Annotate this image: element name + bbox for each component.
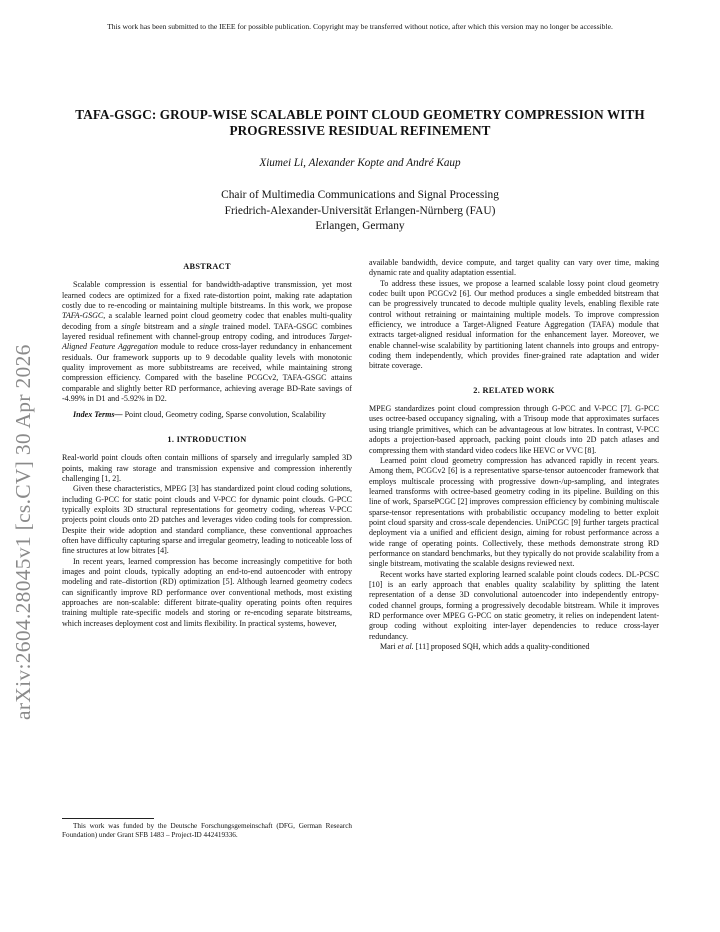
intro-paragraph: Given these characteristics, MPEG [3] has standardized point cloud coding solutions, including G-PCC for static point clouds and V-PCC for dynamic point clouds. G-PCC typically exploits 3D structural representations for geometry coding, whereas V-PCC projects point clouds onto 2D patches and leverages video coding tools for compression. Despite their wide adoption and standard compliance, these conventional approaches often have difficulty capturing sparse and irregular geometry, leading to noticeable loss of fine structures at low bitrates [4]. <box>62 484 352 556</box>
introduction-heading: 1. INTRODUCTION <box>167 434 247 444</box>
related-paragraph: Recent works have started exploring learned scalable point clouds codecs. DL-PCSC [10] is an early approach that enables quality scalability by splitting the latent representation of a dense 3D convolutional autoencoder into independently entropy-coded channel groups, forming a progressively decodable bitstream. While it improves RD performance over MPEG G-PCC on static geometry, it relies on independent latent-group coding without exploiting inter-layer dependencies to reduce cross-layer redundancy. <box>369 569 659 641</box>
intro-paragraph: Real-world point clouds often contain millions of sparsely and irregularly sampled 3D points, making raw storage and transmission expensive and compression inherently challenging [1, 2]. <box>62 453 352 483</box>
index-terms: Index Terms— Point cloud, Geometry coding, Sparse convolution, Scalability <box>73 410 326 420</box>
related-work-heading: 2. RELATED WORK <box>473 385 555 395</box>
index-terms-label: Index Terms— <box>73 410 123 420</box>
intro-paragraph: To address these issues, we propose a learned scalable lossy point cloud geometry codec built upon PCGCv2 [6]. Our method produces a single embedded bitstream that can be progressively truncated to decode multiple quality levels, enabling flexible rate control without retraining or maintaining multiple models. To improve compression efficiency, we introduce a Target-Aligned Feature Aggregation (TAFA) module that extracts target-aligned residual information for the enhancement layer. Moreover, we enable channel-wise scalability by partitioning latent channels into groups and entropy-coding them independently, which provides finer-grained rate adaptation and wider bitrate coverage. <box>369 278 659 371</box>
affiliation-line: Erlangen, Germany <box>315 220 405 232</box>
paper-title: TAFA-GSGC: GROUP-WISE SCALABLE POINT CLOUD GEOMETRY COMPRESSION WITH PROGRESSIVE RESIDUAL REFINEMENT <box>75 107 645 138</box>
related-paragraph: Mari et al. [11] proposed SQH, which adds a quality-conditioned <box>380 642 590 652</box>
footnote-text: This work was funded by the Deutsche Forschungsgemeinschaft (DFG, German Research Foundation) under Grant SFB 1483 – Project-ID 442419336. <box>62 822 352 840</box>
affiliation <box>60 188 660 235</box>
intro-continuation: available bandwidth, device compute, and target quality can vary over time, making dynamic rate and quality adaptation essential. <box>369 258 659 278</box>
right-column <box>369 258 659 652</box>
intro-paragraph: In recent years, learned compression has become increasingly competitive for both images and point clouds, typically adopting an end-to-end autoencoder with entropy modeling and rate–distortion (RD) optimization [5]. Although learned geometry codecs can significantly improve RD performance over conventional methods, most existing approaches are non-scalable: different bitrate-quality operating points often requires training multiple rate-specific models and storing or re-encoding separate bitstreams, which increases deployment cost and limits flexibility. In practical systems, however, <box>62 556 352 628</box>
author-list: Xiumei Li, Alexander Kopte and André Kaup <box>259 157 461 169</box>
arxiv-identifier[interactable]: arXiv:2604.28045v1 [cs.CV] 30 Apr 2026 <box>11 344 35 720</box>
affiliation-line: Friedrich-Alexander-Universität Erlangen-Nürnberg (FAU) <box>224 204 496 217</box>
related-paragraph: Learned point cloud geometry compression has advanced rapidly in recent years. Among them, PCGCv2 [6] is a representative sparse-tensor autoencoder framework that employs multiscale processing with progressive down-/up-sampling, and integrates learned transforms with octree-based geometry coding in its pipeline. Building on this line of work, SparsePCGC [2] improves compression efficiency by combining multiscale sparse-tensor representations with probabilistic occupancy modeling to better exploit point cloud sparsity and cross-scale dependencies. UniPCGC [9] further targets practical deployment via a unified and efficient design, aiming for robust performance across a wide range of operating points. Collectively, these methods demonstrate strong RD performance on standard benchmarks, but they typically do not provide scalability from a single bitstream, motivating the scalable designs reviewed next. <box>369 455 659 569</box>
abstract-heading: ABSTRACT <box>183 262 231 271</box>
footnote-rule <box>62 818 154 819</box>
funding-footnote <box>62 818 352 841</box>
left-column <box>62 258 352 629</box>
abstract-paragraph: Scalable compression is essential for bandwidth-adaptive transmission, yet most learned codecs are optimized for a fixed rate-distortion point, making rate adaptation costly due to re-encoding or maintaining multiple bitstreams. In this work, we propose TAFA-GSGC, a scalable learned point cloud geometry codec that enables multi-quality decoding from a single bitstream and a single trained model. TAFA-GSGC combines layered residual refinement with channel-group entropy coding, and introduces Target-Aligned Feature Aggregation module to reduce cross-layer redundancy in enhancement residuals. Our framework supports up to 9 decodable quality levels with monotonic quality improvement as more subbitstreams are received, while maintaining strong compression efficiency. Compared with the baseline PCGCv2, TAFA-GSGC attains comparable and slightly better RD performance, achieving average BD-Rate savings of -4.99% in D1 and -5.92% in D2. <box>62 280 353 404</box>
submission-notice: This work has been submitted to the IEEE for possible publication. Copyright may be transferred without notice, after which this version may no longer be accessible. <box>107 22 613 31</box>
related-paragraph: MPEG standardizes point cloud compression through G-PCC and V-PCC [7]. G-PCC uses octree-based occupancy signaling, with a Trisoup mode that approximates surfaces using triangle primitives, which can be advantageous at low bitrates. In contrast, V-PCC adopts a projection-based approach, packing point clouds into 2D patch atlases and compressing them with standard video codecs like HEVC or VVC [8]. <box>369 404 659 455</box>
affiliation-line: Chair of Multimedia Communications and Signal Processing <box>221 189 499 201</box>
